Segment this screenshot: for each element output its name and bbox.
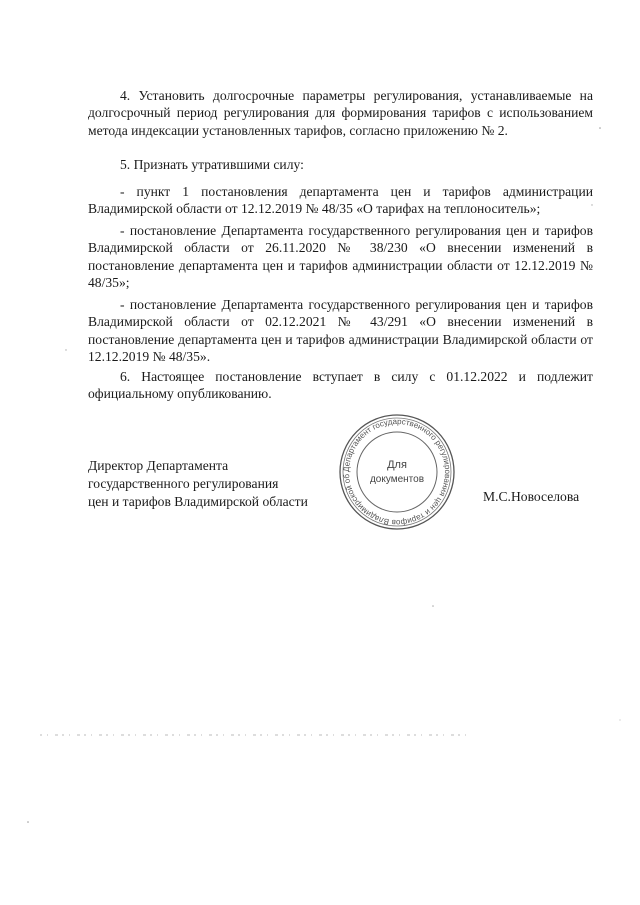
stamp-center-line1: Для bbox=[387, 459, 407, 471]
paragraph-revoke-3: - постановление Департамента государственного регулирования цен и тарифов Владимирской области от 02.12.2021 № 43/291 «О внесении изменений в постановление департамента цен и тарифов администрации Владимирской области от 12.12.2019 № 48/35». bbox=[88, 297, 593, 365]
stamp-ring-text: Департамент государственного регулирования цен и тарифов Владимирской об bbox=[341, 416, 453, 528]
paragraph-item-5: 5. Признать утратившими силу: bbox=[120, 157, 304, 172]
signatory-title-line2: государственного регулирования bbox=[88, 476, 279, 491]
paragraph-item-6: 6. Настоящее постановление вступает в силу с 01.12.2022 и подлежит официальному опубликованию. bbox=[88, 369, 593, 402]
stamp-center-line2: документов bbox=[369, 474, 425, 485]
signatory-title-line3: цен и тарифов Владимирской области bbox=[88, 494, 308, 509]
paragraph-revoke-2: - постановление Департамента государственного регулирования цен и тарифов Владимирской области от 26.11.2020 № 38/230 «О внесении изменений в постановление департамента цен и тарифов администрации области от 12.12.2019 № 48/35»; bbox=[88, 223, 593, 291]
signatory-name: М.С.Новоселова bbox=[483, 489, 580, 504]
paragraph-item-4: 4. Установить долгосрочные параметры регулирования, устанавливаемые на долгосрочный период регулирования для формирования тарифов с использованием метода индексации установленных тарифов, согласно приложению № 2. bbox=[88, 88, 593, 138]
paragraph-revoke-1: - пункт 1 постановления департамента цен и тарифов администрации Владимирской области от 12.12.2019 № 48/35 «О тарифах на теплоноситель»; bbox=[88, 184, 593, 217]
signatory-title-line1: Директор Департамента bbox=[88, 458, 229, 473]
